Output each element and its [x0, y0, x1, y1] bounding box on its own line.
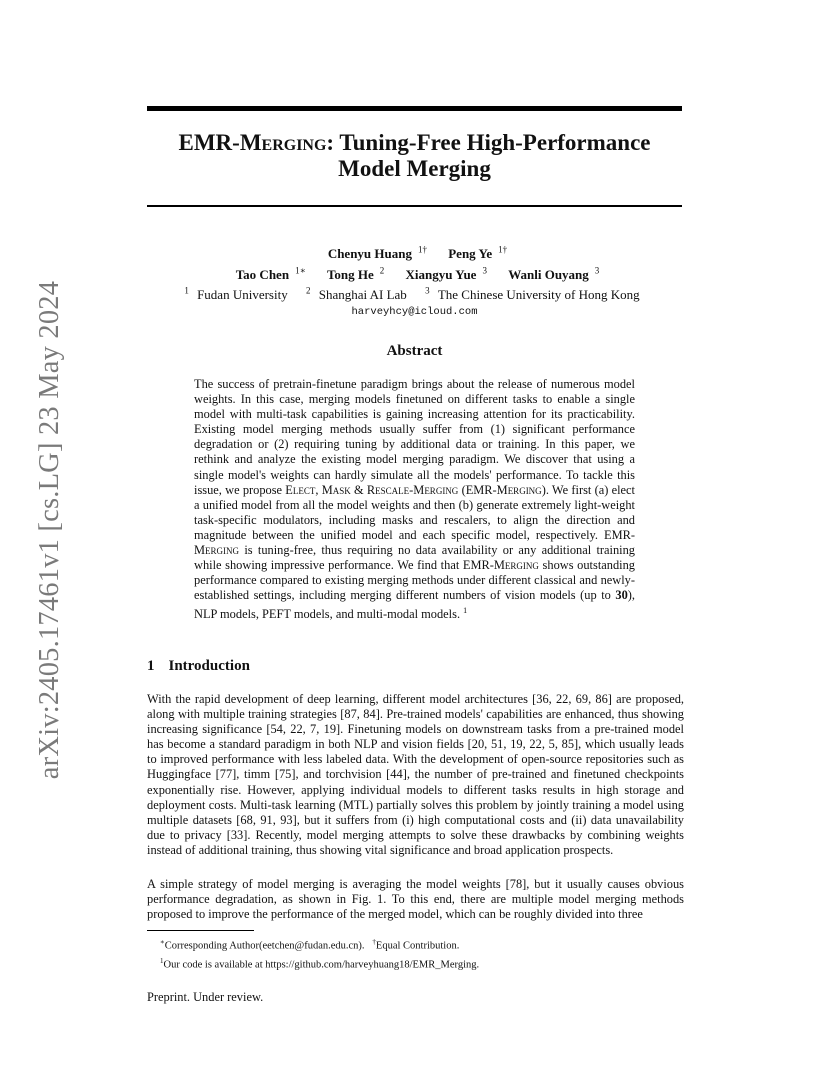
footnote: $^1$Our code is available at https://github.com/harveyhuang18/EMR_Merging. [160, 956, 480, 970]
author-name: Peng Ye $^{1\dagger}$ [448, 245, 508, 262]
affiliations [147, 283, 682, 303]
abstract-text: The success of pretrain-finetune paradigm brings about the release of numerous model weights. In this case, merging models finetuned on different tasks to enable a single model with multi-task capabilities is gaining increasing attention for its practicability. Existing model merging methods usually suffer from (1) significant performance degradation or (2) requiring tuning by additional data or training. In this paper, we rethink and analyze the existing model merging paradigm. We discover that using a single model's weights can hardly simulate all the models' performance. To tackle this issue, we propose Elect, Mask & Rescale-Merging (EMR-Merging). We first (a) elect a unified model from all the model weights and then (b) generate extremely light-weight task-specific modulators, including masks and rescalers, to align the direction and magnitude between the unified model and each specific model, respectively. EMR-Merging is tuning-free, thus requiring no data availability or any additional training while showing impressive performance. We find that EMR-Merging shows outstanding performance compared to existing merging methods under different classical and newly-established settings, including merging different numbers of vision models (up to 30), NLP models, PEFT models, and multi-modal models. $^1$ [194, 377, 635, 622]
affiliation: $^3$ The Chinese University of Hong Kong [425, 285, 640, 302]
affiliation: $^2$ Shanghai AI Lab [305, 285, 407, 302]
paper-title [147, 130, 682, 182]
bold-number: 30 [615, 588, 628, 603]
footnote-ref[interactable]: 1 [463, 606, 468, 616]
title-line2: Model Merging [338, 156, 491, 181]
contact-email[interactable]: harveyhcy@icloud.com [351, 305, 478, 318]
arxiv-side-stamp: arXiv:2405.17461v1 [cs.LG] 23 May 2024 [34, 280, 65, 780]
title-top-rule [147, 106, 682, 111]
title-emr: EMR- [178, 130, 240, 155]
abstract-heading: Abstract [386, 343, 443, 359]
preprint-note: Preprint. Under review. [147, 990, 264, 1004]
title-merging-smallcaps: Merging [239, 130, 327, 155]
author-name: Tao Chen $^{1∗}$ [235, 265, 306, 282]
author-name: Chenyu Huang $^{1\dagger}$ [327, 245, 427, 262]
footnotes [160, 935, 479, 972]
author-name: Wanli Ouyang $^3$ [508, 265, 600, 282]
author-row-2 [147, 262, 682, 282]
intro-paragraph-2: A simple strategy of model merging is averaging the model weights [78], but it usually causes obvious performance degradation, as shown in Fig. 1. To this end, there are multiple model merging methods proposed to improve the performance of the merged model, which can be roughly divided into three [147, 877, 684, 922]
section-heading-introduction: 1 Introduction [147, 658, 250, 674]
intro-paragraph-1: With the rapid development of deep learning, different model architectures [36, 22, 69, 86] are proposed, along with multiple training strategies [87, 84]. Pre-trained models' capabilities are enhanced, thus showing increasing significance [54, 22, 7, 19]. Finetuning models on downstream tasks from a pre-trained model has become a standard paradigm in both NLP and vision fields [20, 51, 19, 22, 5, 85], which usually leads to improved performance with less labeled data. With the development of open-source repositories such as Huggingface [77], timm [75], and torchvision [44], the number of pre-trained and finetuned checkpoints exponentially rise. However, applying individual models to different tasks results in high storage and deployment costs. Multi-task learning (MTL) partially solves this problem by jointly training a model using multiple datasets [68, 91, 93], but it suffers from (i) high computational costs and (ii) data unavailability due to privacy [33]. Recently, model merging attempts to solve these drawbacks by combining weights instead of additional training, thus showing vital significance and broad application prospects. [147, 692, 684, 857]
footnote: ∗Corresponding Author(eetchen@fudan.edu.cn). †Equal Contribution. [160, 938, 460, 952]
footnote-rule [147, 930, 254, 931]
affiliation: $^1$ Fudan University [184, 285, 288, 302]
title-bottom-rule [147, 205, 682, 207]
author-block [147, 242, 682, 320]
mask-smallcaps: Mask [321, 482, 351, 497]
elect-smallcaps: Elect [285, 482, 316, 497]
title-line1-rest: : Tuning-Free High-Performance [326, 130, 651, 155]
author-name: Xiangyu Yue $^3$ [405, 265, 487, 282]
rescale-merging-smallcaps: Rescale-Merging [366, 482, 459, 497]
author-name: Tong He $^2$ [326, 265, 385, 282]
author-row-1 [147, 242, 682, 262]
